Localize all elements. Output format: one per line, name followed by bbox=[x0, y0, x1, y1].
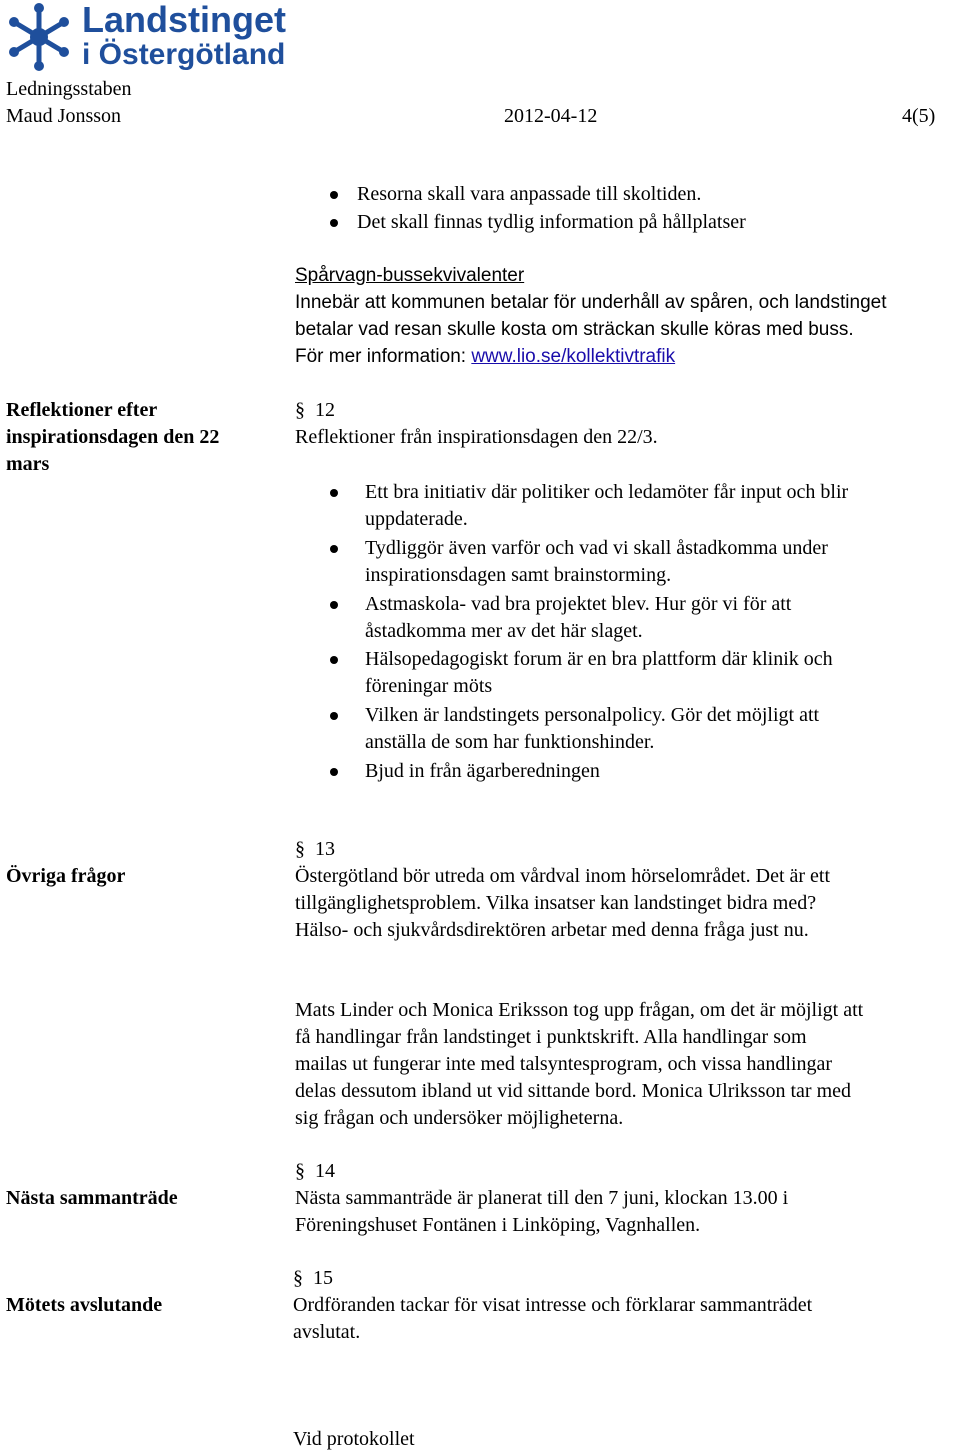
bullet-icon bbox=[330, 219, 338, 227]
tram-section bbox=[295, 262, 955, 370]
side-label-line: inspirationsdagen den 22 bbox=[6, 426, 220, 448]
list-item-text: uppdaterade. bbox=[365, 508, 468, 530]
list-item bbox=[330, 181, 930, 209]
section-14-number bbox=[295, 1158, 335, 1185]
list-item-text: Hälsopedagogiskt forum är en bra plattform där klinik och bbox=[365, 648, 833, 670]
department: Ledningsstaben bbox=[6, 78, 132, 100]
bullet-icon bbox=[330, 768, 338, 776]
more-info-label: För mer information: bbox=[295, 346, 472, 367]
list-item bbox=[330, 479, 950, 535]
list-item-text: Bjud in från ägarberedningen bbox=[365, 760, 600, 782]
info-link-part1: www.lio. bbox=[471, 346, 542, 367]
top-bullet-list bbox=[330, 181, 930, 237]
text-line: Östergötland bör utreda om vårdval inom hörselområdet. Det är ett bbox=[295, 865, 831, 887]
text-line: få handlingar från landstinget i punktskrift. Alla handlingar som bbox=[295, 1026, 807, 1048]
list-item-text: Ett bra initiativ där politiker och ledamöter får input och blir bbox=[365, 481, 849, 503]
page-number: 4(5) bbox=[902, 105, 936, 127]
author: Maud Jonsson bbox=[6, 105, 122, 127]
tram-text-line: Innebär att kommunen betalar för underhåll av spåren, och landstinget bbox=[295, 292, 887, 313]
section-15-number bbox=[293, 1265, 333, 1292]
info-link[interactable] bbox=[471, 346, 675, 367]
text-line: delas dessutom ibland ut vid sittande bord. Monica Ulriksson tar med bbox=[295, 1080, 852, 1102]
section-14-side-label: Nästa sammanträde bbox=[6, 1187, 178, 1209]
list-item-text: Det skall finnas tydlig information på hållplatser bbox=[357, 211, 746, 233]
text-line: Föreningshuset Fontänen i Linköping, Vagnhallen. bbox=[295, 1214, 701, 1236]
list-item bbox=[330, 209, 930, 237]
section-number: 14 bbox=[315, 1160, 335, 1182]
section-12-number bbox=[295, 397, 335, 424]
logo bbox=[6, 2, 306, 74]
list-item bbox=[330, 702, 950, 758]
section-13-text bbox=[295, 863, 955, 944]
more-info-line bbox=[295, 343, 955, 370]
text-line: Mats Linder och Monica Eriksson tog upp frågan, om det är möjligt att bbox=[295, 999, 864, 1021]
text-line: Nästa sammanträde är planerat till den 7 juni, klockan 13.00 i bbox=[295, 1187, 789, 1209]
list-item-text: åstadkomma mer av det här slaget. bbox=[365, 620, 643, 642]
logo-subtitle: i Östergötland bbox=[82, 38, 286, 71]
list-item bbox=[330, 646, 950, 702]
list-item-text: Astmaskola- vad bra projektet blev. Hur gör vi för att bbox=[365, 593, 792, 615]
side-label-line: Reflektioner efter bbox=[6, 399, 158, 421]
logo-title: Landstinget bbox=[82, 0, 286, 40]
list-item-text: inspirationsdagen samt brainstorming. bbox=[365, 564, 672, 586]
text-line: tillgänglighetsproblem. Vilka insatser kan landstinget bidra med? bbox=[295, 892, 817, 914]
bullet-icon bbox=[330, 545, 338, 553]
list-item-text: anställa de som har funktionshinder. bbox=[365, 731, 655, 753]
paragraph-sign: § bbox=[295, 838, 305, 860]
bullet-icon bbox=[330, 601, 338, 609]
document-date: 2012-04-12 bbox=[504, 105, 598, 127]
text-line: Hälso- och sjukvårdsdirektören arbetar med denna fråga just nu. bbox=[295, 919, 809, 941]
section-13-side-label: Övriga frågor bbox=[6, 865, 126, 887]
paragraph-sign: § bbox=[295, 1160, 305, 1182]
snowflake-logo-icon bbox=[6, 2, 72, 72]
section-12-bullet-list bbox=[330, 479, 950, 786]
section-13-number bbox=[295, 836, 335, 863]
list-item bbox=[330, 591, 950, 646]
list-item-text: Vilken är landstingets personalpolicy. Gör det möjligt att bbox=[365, 704, 820, 726]
section-number: 15 bbox=[313, 1267, 333, 1289]
section-15-side-label: Mötets avslutande bbox=[6, 1294, 163, 1316]
section-13-paragraph-2 bbox=[295, 997, 960, 1132]
paragraph-sign: § bbox=[295, 399, 305, 421]
bullet-icon bbox=[330, 656, 338, 664]
list-item bbox=[330, 535, 950, 591]
tram-text-line: betalar vad resan skulle kosta om sträckan skulle köras med buss. bbox=[295, 319, 854, 340]
list-item-text: föreningar möts bbox=[365, 675, 493, 697]
text-line: mailas ut fungerar inte med talsyntesprogram, och vissa handlingar bbox=[295, 1053, 833, 1075]
bullet-icon bbox=[330, 489, 338, 497]
signature-label: Vid protokollet bbox=[293, 1428, 415, 1450]
section-14-text bbox=[295, 1185, 955, 1239]
text-line: avslutat. bbox=[293, 1321, 361, 1343]
list-item-text: Resorna skall vara anpassade till skoltiden. bbox=[357, 183, 702, 205]
section-12-intro: Reflektioner från inspirationsdagen den 22/3. bbox=[295, 426, 658, 448]
list-item-text: Tydliggör även varför och vad vi skall åstadkomma under bbox=[365, 537, 828, 559]
section-number: 13 bbox=[315, 838, 335, 860]
text-line: Ordföranden tackar för visat intresse och förklarar sammanträdet bbox=[293, 1294, 813, 1316]
section-12-side-label bbox=[6, 397, 276, 478]
paragraph-sign: § bbox=[293, 1267, 303, 1289]
text-line: sig frågan och undersöker möjligheterna. bbox=[295, 1107, 624, 1129]
bullet-icon bbox=[330, 191, 338, 199]
list-item bbox=[330, 758, 950, 786]
info-link-part2: se/kollektivtrafik bbox=[541, 346, 676, 367]
bullet-icon bbox=[330, 712, 338, 720]
section-15-text bbox=[293, 1292, 953, 1346]
side-label-line: mars bbox=[6, 453, 50, 475]
section-number: 12 bbox=[315, 399, 335, 421]
tram-heading: Spårvagn-bussekvivalenter bbox=[295, 265, 525, 286]
